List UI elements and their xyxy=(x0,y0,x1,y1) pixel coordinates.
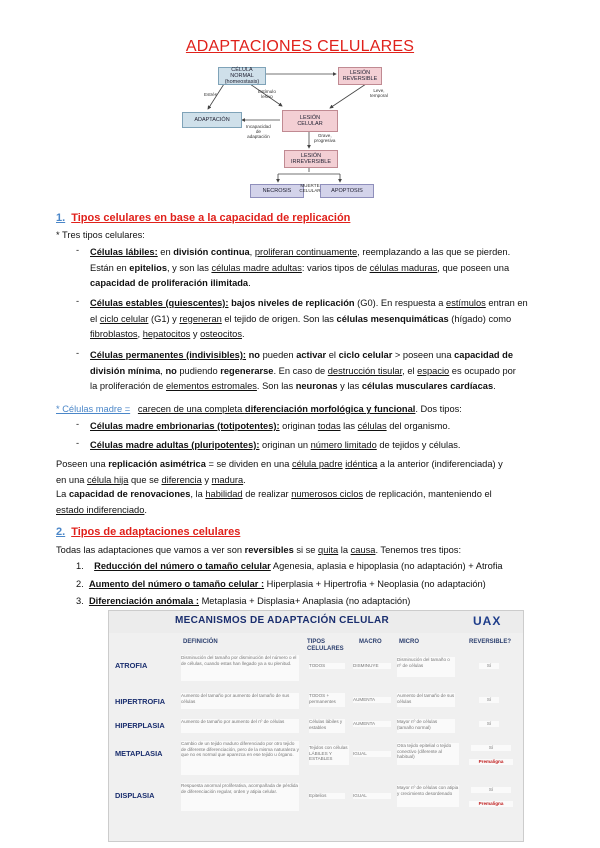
section2-intro xyxy=(56,543,566,559)
box-irreversible-injury xyxy=(284,150,338,168)
text-run: células musculares cardíacas xyxy=(361,381,494,391)
embryonic-term: Células madre embrionarias (totipotentes): xyxy=(90,421,280,431)
text-run: , xyxy=(137,329,143,339)
text-run: a la anterior (indiferenciada) y xyxy=(377,459,503,469)
text-run: . xyxy=(248,278,251,288)
label-cell-death xyxy=(298,183,322,193)
text-run: división mínima xyxy=(90,365,161,376)
text-run: en una xyxy=(56,474,88,485)
text-run: madura xyxy=(211,474,244,485)
permanent-cells-paragraph xyxy=(90,348,560,395)
list-title: Diferenciación anómala : xyxy=(88,596,199,606)
cell-macro: IGUAL xyxy=(353,793,391,799)
text-run: , xyxy=(160,365,166,376)
cell-definition: Respuesta anormal proliferativa, acompañada de pérdida de diferenciación regular, orden y atipia celular. xyxy=(181,783,299,811)
text-run: la xyxy=(338,545,351,555)
text-run: (hígado) como xyxy=(448,313,512,324)
label-cell-death-line2: CELULAR xyxy=(299,188,321,193)
text-run: diferencia xyxy=(161,474,202,485)
text-run: neuronas xyxy=(295,381,338,391)
text-run: osteocitos xyxy=(200,329,242,339)
page-title: ADAPTACIONES CELULARES xyxy=(185,38,415,55)
bullet-dash: - xyxy=(76,348,80,358)
text-run: pueden xyxy=(259,350,297,360)
text-run: . xyxy=(144,504,147,515)
text-run: el tejido de origen. Son las xyxy=(221,313,337,324)
box-normal-cell-line2: (homeostasis) xyxy=(224,79,260,85)
text-run: . xyxy=(493,381,496,391)
cell-macro: AUMENTA xyxy=(353,697,391,703)
text-run: ciclo celular xyxy=(338,350,393,360)
adaptation-mechanisms-table xyxy=(108,610,524,842)
text-run: = se dividen en una xyxy=(205,459,292,469)
text-run: diferenciación morfológica y funcional xyxy=(244,404,416,414)
header-macro: MACRO xyxy=(359,639,382,645)
text-run: Están en xyxy=(90,262,130,273)
label-severe-line1: Grave, xyxy=(317,133,332,138)
cell-macro: IGUAL xyxy=(353,751,391,757)
cell-types: TODOS + permanentes xyxy=(309,693,345,707)
text-run: Poseen una xyxy=(56,459,109,469)
box-apoptosis-label: APOPTOSIS xyxy=(331,188,363,194)
text-run: . Son las xyxy=(256,381,296,391)
box-normal-cell xyxy=(218,67,266,85)
text-run: del organismo. xyxy=(386,421,451,431)
text-run: células madre adultas xyxy=(211,262,302,273)
text-run: habilidad xyxy=(205,489,243,499)
text-run: estado indiferenciado xyxy=(56,504,145,515)
label-harmful-line1: Estímulo xyxy=(258,89,276,94)
box-cell-injury xyxy=(282,110,338,132)
text-run: capacidad de proliferación ilimitada xyxy=(90,278,249,288)
box-irreversible-line1: LESIÓN xyxy=(300,153,322,159)
cell-definition: Aumento de tamaño por aumento del nº de células xyxy=(181,719,299,733)
cell-reversible: Sí xyxy=(479,697,499,703)
cell-reversible: Sí xyxy=(479,721,499,727)
labile-cells-paragraph xyxy=(90,245,560,292)
labile-term: Células lábiles: xyxy=(90,247,158,257)
cell-premalignant: Premaligna xyxy=(469,759,513,765)
bullet-dash: - xyxy=(76,296,80,306)
cell-reversible: Sí xyxy=(471,787,511,793)
text-run: de realizar xyxy=(242,489,292,499)
text-run: estímulos xyxy=(446,298,486,308)
cell-premalignant: Premaligna xyxy=(469,801,513,807)
text-run: carecen de una completa xyxy=(137,404,245,414)
text-run: células maduras xyxy=(369,262,438,273)
list-item xyxy=(76,596,410,606)
text-run: . En caso de xyxy=(273,365,328,376)
bullet-dash: - xyxy=(76,245,80,255)
cell-definition: Aumento del tamaño por aumento del tamaño de sus células xyxy=(181,693,299,709)
box-cell-injury-line1: LESIÓN xyxy=(299,115,321,121)
text-run: entran en xyxy=(485,298,528,308)
adult-stem-paragraph xyxy=(90,438,560,454)
list-rest: Metaplasia + Displasia+ Anaplasia (no adaptación) xyxy=(198,596,411,606)
box-irreversible-line2: IRREVERSIBLE xyxy=(290,159,332,165)
text-run: originan xyxy=(279,421,318,431)
section1-heading xyxy=(56,212,350,224)
section2-number: 2. xyxy=(56,526,66,538)
text-run: replicación asimétrica xyxy=(108,459,206,469)
cell-types: Células lábiles y estables xyxy=(309,719,345,733)
text-run: bajos niveles de replicación xyxy=(228,298,355,308)
header-cell-types: TIPOS CELULARES xyxy=(307,639,344,652)
list-number: 2. xyxy=(76,579,84,589)
text-run: (G0). En respuesta a xyxy=(354,298,447,308)
row-label-displasia: DISPLASIA xyxy=(115,791,155,800)
bullet-dash: - xyxy=(76,438,80,448)
list-number: 1. xyxy=(76,561,84,571)
text-run: de tejidos y células. xyxy=(376,440,461,450)
text-run: células mesenquimáticas xyxy=(336,313,449,324)
renewal-paragraph xyxy=(56,487,566,518)
text-run: número limitado xyxy=(310,440,377,450)
text-run: , reemplazando a las que se pierden. xyxy=(357,247,511,257)
label-severe-line2: progresiva xyxy=(314,138,336,143)
box-reversible-line1: LESIÓN xyxy=(349,70,371,76)
uax-logo: UAX xyxy=(473,614,502,628)
header-reversible: REVERSIBLE? xyxy=(469,639,512,645)
text-run: proliferan continuamente xyxy=(254,247,358,257)
text-run: hepatocitos xyxy=(142,329,191,339)
section1-number: 1. xyxy=(56,212,66,224)
cell-types: Tejidos con células LÁBILES Y ESTABLES xyxy=(309,745,349,765)
cell-definition: Disminución del tamaño por disminución del número o el de células, cuando estas han llegado ya a su plenitud. xyxy=(181,655,299,681)
box-normal-cell-line1: CÉLULA NORMAL xyxy=(230,67,254,79)
cell-micro: Mayor nº de células (tamaño normal) xyxy=(397,719,455,733)
box-necrosis-label: NECROSIS xyxy=(262,188,292,194)
text-run: activar xyxy=(296,350,327,360)
label-mild-transient xyxy=(370,88,388,98)
text-run: que se xyxy=(128,474,162,485)
section1-heading-text: Tipos celulares en base a la capacidad de replicación xyxy=(71,212,351,224)
text-run: , el xyxy=(402,365,418,376)
text-run: y las xyxy=(337,381,362,391)
text-run: originan un xyxy=(259,440,311,450)
text-run: . xyxy=(243,474,246,485)
cell-injury-diagram xyxy=(178,62,418,200)
row-label-hiperplasia: HIPERPLASIA xyxy=(115,721,165,730)
label-mild-line2: temporal xyxy=(370,93,388,98)
text-run: : varios tipos de xyxy=(301,262,370,273)
label-stress: Estrés xyxy=(204,92,218,97)
table-title: MECANISMOS DE ADAPTACIÓN CELULAR xyxy=(175,615,390,626)
stable-term: Células estables (quiescentes): xyxy=(90,298,229,308)
text-run: espacio xyxy=(417,365,450,376)
text-run: la proliferación de xyxy=(90,381,166,391)
text-run: no xyxy=(165,365,177,376)
bullet-dash: - xyxy=(76,419,80,429)
label-inability xyxy=(246,124,271,139)
text-run: el xyxy=(90,313,100,324)
stem-intro-label: * Células madre = xyxy=(56,404,131,414)
text-run: ciclo celular xyxy=(99,313,149,324)
text-run: todas xyxy=(317,421,341,431)
text-run: célula padre xyxy=(291,459,343,469)
text-run: fibroblastos xyxy=(90,329,138,339)
text-run: célula hija xyxy=(87,474,129,485)
list-rest: Hiperplasia + Hipertrofia + Neoplasia (no adaptación) xyxy=(264,579,486,589)
text-run: > poseen una xyxy=(392,350,455,360)
label-inability-line1: Incapacidad xyxy=(246,124,271,129)
text-run: La xyxy=(56,489,69,499)
text-run: epitelios xyxy=(129,262,167,273)
text-run: reversibles xyxy=(244,545,294,555)
embryonic-stem-paragraph xyxy=(90,419,560,435)
box-reversible-injury xyxy=(338,67,382,85)
list-item xyxy=(76,579,486,589)
text-run: regeneran xyxy=(179,313,222,324)
row-label-hipertrofia: HIPERTROFIA xyxy=(115,697,166,706)
text-run: es ocupado por xyxy=(449,365,516,376)
cell-definition: Cambio de un tejido maduro diferenciado por otro tejido de diferente diferenciación, pero de la misma naturaleza y que no es normal que aparezca en ese tejido u órgano. xyxy=(181,741,299,775)
text-run: células xyxy=(357,421,387,431)
row-label-metaplasia: METAPLASIA xyxy=(115,749,163,758)
text-run: . Dos tipos: xyxy=(415,404,462,414)
text-run: . Tenemos tres tipos: xyxy=(375,545,462,555)
text-run: de replicación, manteniendo el xyxy=(363,489,492,499)
text-run: . xyxy=(241,329,245,339)
text-run: no xyxy=(246,350,260,360)
text-run: , y son las xyxy=(167,262,212,273)
cell-types: TODOS xyxy=(309,663,345,669)
stable-cells-paragraph xyxy=(90,296,560,343)
text-run: las xyxy=(340,421,358,431)
text-run: , que poseen una xyxy=(437,262,510,273)
box-adaptation xyxy=(182,112,242,128)
text-run: causa xyxy=(350,545,376,555)
cell-micro: Aumento del tamaño de sus células xyxy=(397,693,455,707)
stem-cells-intro xyxy=(56,402,560,418)
text-run: capacidad de renovaciones xyxy=(68,489,191,499)
text-run: pudiendo xyxy=(176,365,221,376)
cell-macro: AUMENTA xyxy=(353,721,391,727)
cell-types: Epitelios xyxy=(309,793,345,799)
text-run: (G1) y xyxy=(148,313,180,324)
cell-reversible: Sí xyxy=(471,745,511,751)
box-cell-injury-line2: CELULAR xyxy=(297,121,323,127)
text-run: regenerarse xyxy=(220,365,274,376)
list-item xyxy=(76,561,503,571)
list-title: Aumento del número o tamaño celular : xyxy=(88,579,265,589)
text-run: numerosos ciclos xyxy=(291,489,364,499)
list-rest: Agenesia, aplasia e hipoplasia (no adaptación) + Atrofia xyxy=(270,561,503,571)
label-mild-line1: Leve, xyxy=(373,88,385,93)
text-run: y xyxy=(201,474,212,485)
label-inability-line3: adaptación xyxy=(247,134,270,139)
header-micro: MICRO xyxy=(399,639,419,645)
cell-micro: Disminución del tamaño o nº de células xyxy=(397,657,455,677)
text-run: división continua xyxy=(173,247,250,257)
label-cell-death-line1: MUERTE xyxy=(300,183,320,188)
list-title: Reducción del número o tamaño celular xyxy=(94,561,271,571)
cell-micro: Mayor nº de células con atipia y crecimiento desordenado xyxy=(397,785,459,807)
text-run: en xyxy=(157,247,174,257)
label-inability-line2: de xyxy=(255,129,261,134)
text-run: idéntica xyxy=(345,459,378,469)
box-reversible-line2: REVERSIBLE xyxy=(342,76,378,82)
row-label-atrofia: ATROFIA xyxy=(115,661,148,670)
adult-term: Células madre adultas (pluripotentes): xyxy=(90,440,260,450)
text-run: elementos estromales xyxy=(165,381,257,391)
text-run: destrucción tisular xyxy=(327,365,403,376)
section2-heading xyxy=(56,526,240,538)
text-run: Todas las adaptaciones que vamos a ver son xyxy=(56,545,245,555)
label-severe xyxy=(314,133,335,143)
header-definition: DEFINICIÓN xyxy=(183,639,218,645)
label-harmful-stimulus xyxy=(258,89,276,99)
text-run: , la xyxy=(190,489,206,499)
section1-intro: * Tres tipos celulares: xyxy=(56,230,145,240)
cell-macro: DISMINUYE xyxy=(353,663,391,669)
permanent-term: Células permanentes (indivisibles): xyxy=(90,350,247,360)
text-run: y xyxy=(190,329,201,339)
cell-reversible: Sí xyxy=(479,663,499,669)
box-necrosis xyxy=(250,184,304,198)
text-run: , xyxy=(249,247,255,257)
section2-heading-text: Tipos de adaptaciones celulares xyxy=(71,526,241,538)
label-harmful-line2: lesivo xyxy=(261,94,273,99)
cell-micro: Otra tejido epitelial o tejido conectivo (diferente al habitual) xyxy=(397,743,459,765)
text-run: quita xyxy=(318,545,339,555)
text-run: capacidad de xyxy=(454,350,514,360)
list-number: 3. xyxy=(76,596,84,606)
box-apoptosis xyxy=(320,184,374,198)
box-adaptation-label: ADAPTACIÓN xyxy=(194,117,230,123)
text-run: si se xyxy=(293,545,319,555)
text-run: el xyxy=(326,350,339,360)
asymmetric-replication-paragraph xyxy=(56,457,566,488)
